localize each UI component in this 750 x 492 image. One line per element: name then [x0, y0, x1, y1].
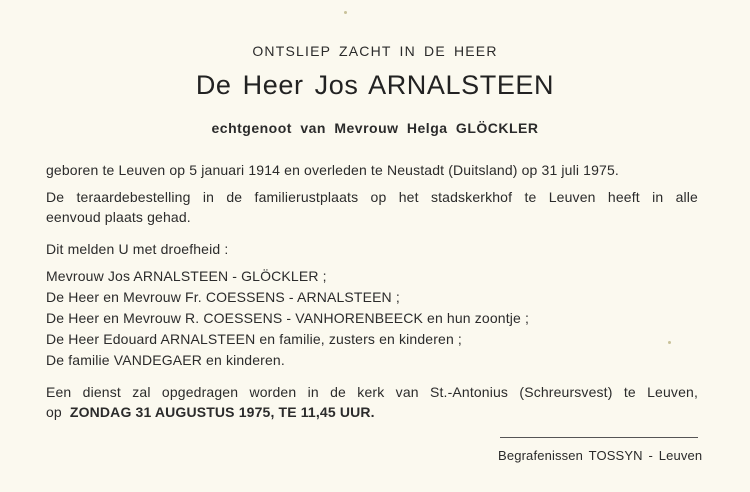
service-date-time: ZONDAG 31 AUGUSTUS 1975, TE 11,45 UUR. [69, 404, 375, 420]
service-text-line-1: Een dienst zal opgedragen worden in de kerk van St.-Antonius (Schreursvest) te Leuven, [46, 384, 698, 400]
mourner-line: De Heer Edouard ARNALSTEEN en familie, zusters en kinderen ; [46, 331, 462, 347]
mourner-line: De Heer en Mevrouw R. COESSENS - VANHORENBEECK en hun zoontje ; [46, 310, 530, 326]
mourner-line: Mevrouw Jos ARNALSTEEN - GLÖCKLER ; [46, 268, 327, 284]
card-heading: ONTSLIEP ZACHT IN DE HEER [252, 43, 498, 59]
service-text-line-2 [46, 404, 375, 420]
funeral-home-credit: Begrafenissen TOSSYN - Leuven [498, 448, 703, 463]
paper-speck [668, 341, 671, 344]
burial-text-line-2: eenvoud plaats gehad. [46, 209, 191, 225]
mourner-line: De Heer en Mevrouw Fr. COESSENS - ARNALSTEEN ; [46, 289, 400, 305]
service-prefix: op [46, 404, 62, 420]
mourner-line: De familie VANDEGAER en kinderen. [46, 352, 285, 368]
spouse-line: echtgenoot van Mevrouw Helga GLÖCKLER [211, 120, 539, 136]
paper-speck [344, 11, 347, 14]
birth-death-text: geboren te Leuven op 5 januari 1914 en overleden te Neustadt (Duitsland) op 31 juli 1975. [46, 162, 619, 178]
burial-text-line-1: De teraardebestelling in de familierustplaats op het stadskerkhof te Leuven heeft in alle [46, 189, 698, 205]
deceased-name: De Heer Jos ARNALSTEEN [195, 70, 555, 100]
footer-divider [500, 437, 698, 438]
announcement-text: Dit melden U met droefheid : [46, 241, 229, 257]
